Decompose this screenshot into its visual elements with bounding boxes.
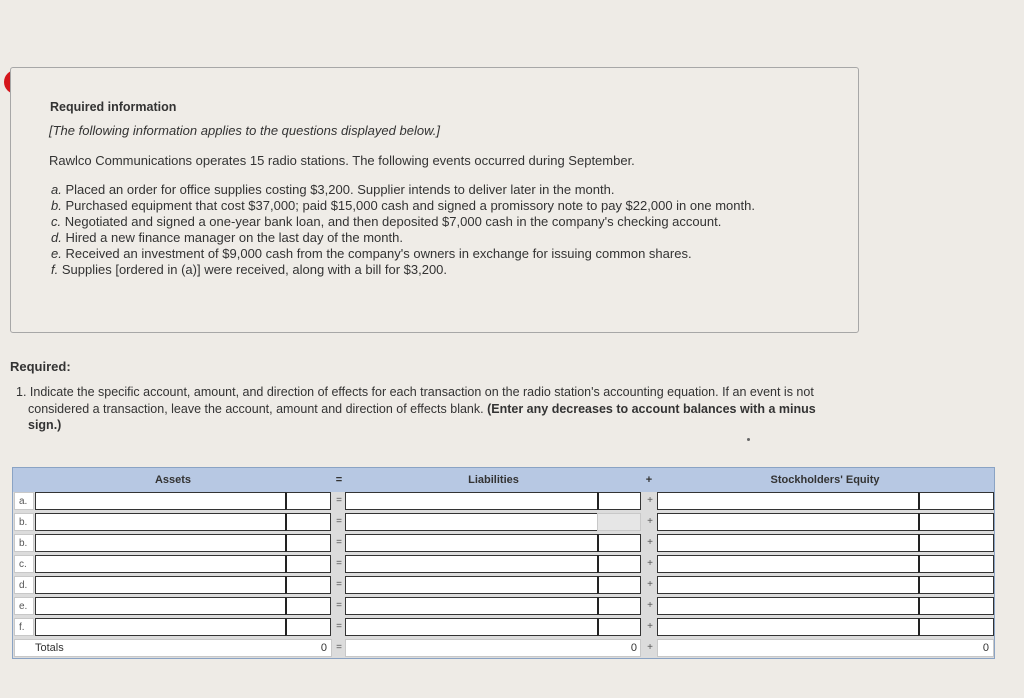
liability-amount-input[interactable] [597,513,641,531]
info-title: Required information [50,100,177,114]
event-list [51,182,796,278]
assets-header: Assets [13,468,333,492]
required-instructions: 1. Indicate the specific account, amount, and direction of effects for each transaction on the radio station's accounting equation. If an event is not considered a transaction, leave the account, amount and direction of effects blank. (Enter any decreases to account balances with a minus sign.) [16,385,816,432]
row-label: b. [14,534,34,552]
equity-header: Stockholders' Equity [656,468,994,492]
plus-sign: + [647,558,653,569]
liability-amount-input[interactable] [597,618,641,636]
liability-amount-input[interactable] [597,492,641,510]
plus-sign: + [647,621,653,632]
row-label: a. [14,492,34,510]
asset-account-input[interactable] [35,534,286,552]
equals-sign: = [336,621,342,632]
row-label: c. [14,555,34,573]
plus-sign: + [647,537,653,548]
liability-amount-input[interactable] [597,555,641,573]
info-intro: Rawlco Communications operates 15 radio stations. The following events occurred during September. [49,153,635,168]
event-item: f. Supplies [ordered in (a)] were received, along with a bill for $3,200. [51,262,448,277]
event-item: b. Purchased equipment that cost $37,000; paid $15,000 cash and signed a promissory note to pay $22,000 in one month. [51,198,755,213]
asset-amount-input[interactable] [285,555,331,573]
liabilities-total-row [345,639,641,657]
event-item: c. Negotiated and signed a one-year bank loan, and then deposited $7,000 cash in the company's checking account. [51,214,722,229]
equity-account-input[interactable] [657,534,919,552]
plus-header: + [642,468,656,492]
asset-amount-input[interactable] [285,597,331,615]
equity-amount-input[interactable] [918,576,994,594]
equals-sign: = [336,642,342,653]
equals-sign: = [336,537,342,548]
plus-sign: + [647,495,653,506]
stray-dot [747,438,750,441]
asset-account-input[interactable] [35,576,286,594]
event-item: e. Received an investment of $9,000 cash from the company's owners in exchange for issuing common shares. [51,246,692,261]
liability-account-input[interactable] [345,576,598,594]
asset-amount-input[interactable] [285,513,331,531]
equity-amount-input[interactable] [918,597,994,615]
row-label: e. [14,597,34,615]
liability-account-input[interactable] [345,492,598,510]
equity-account-input[interactable] [657,597,919,615]
accounting-equation-table [12,467,995,659]
equals-sign: = [336,600,342,611]
equals-sign: = [336,579,342,590]
liability-account-input[interactable] [345,618,598,636]
asset-account-input[interactable] [35,618,286,636]
liability-amount-input[interactable] [597,576,641,594]
asset-account-input[interactable] [35,597,286,615]
liability-account-input[interactable] [345,534,598,552]
asset-amount-input[interactable] [285,492,331,510]
asset-account-input[interactable] [35,513,286,531]
asset-amount-input[interactable] [285,618,331,636]
event-item: a. Placed an order for office supplies costing $3,200. Supplier intends to deliver later in the month. [51,182,615,197]
assets-total: 0 [320,642,327,654]
plus-sign: + [647,516,653,527]
liability-account-input[interactable] [345,513,598,531]
row-label: b. [14,513,34,531]
row-label: f. [14,618,34,636]
totals-label: Totals [35,642,64,654]
equity-total: 0 [982,642,989,654]
liability-account-input[interactable] [345,555,598,573]
equity-account-input[interactable] [657,492,919,510]
equals-sign: = [336,558,342,569]
equity-account-input[interactable] [657,513,919,531]
equity-amount-input[interactable] [918,534,994,552]
required-information-panel [10,67,859,333]
liabilities-header: Liabilities [345,468,642,492]
equity-amount-input[interactable] [918,513,994,531]
asset-amount-input[interactable] [285,534,331,552]
equals-sign: = [336,495,342,506]
required-instructions-bold: (Enter any decreases to account balances with a minus sign.) [28,401,816,432]
equals-sign: = [336,516,342,527]
plus-sign: + [647,642,653,653]
equity-account-input[interactable] [657,555,919,573]
asset-account-input[interactable] [35,555,286,573]
asset-amount-input[interactable] [285,576,331,594]
equity-amount-input[interactable] [918,618,994,636]
equity-account-input[interactable] [657,618,919,636]
liability-account-input[interactable] [345,597,598,615]
info-subtitle: [The following information applies to the questions displayed below.] [49,123,440,138]
plus-sign: + [647,600,653,611]
equity-amount-input[interactable] [918,492,994,510]
liability-amount-input[interactable] [597,597,641,615]
liabilities-total: 0 [630,642,637,654]
equity-account-input[interactable] [657,576,919,594]
required-label: Required: [10,359,71,374]
event-item: d. Hired a new finance manager on the last day of the month. [51,230,403,245]
plus-sign: + [647,579,653,590]
row-label: d. [14,576,34,594]
asset-account-input[interactable] [35,492,286,510]
equity-amount-input[interactable] [918,555,994,573]
liability-amount-input[interactable] [597,534,641,552]
equity-total-row [657,639,994,657]
equals-header: = [333,468,345,492]
